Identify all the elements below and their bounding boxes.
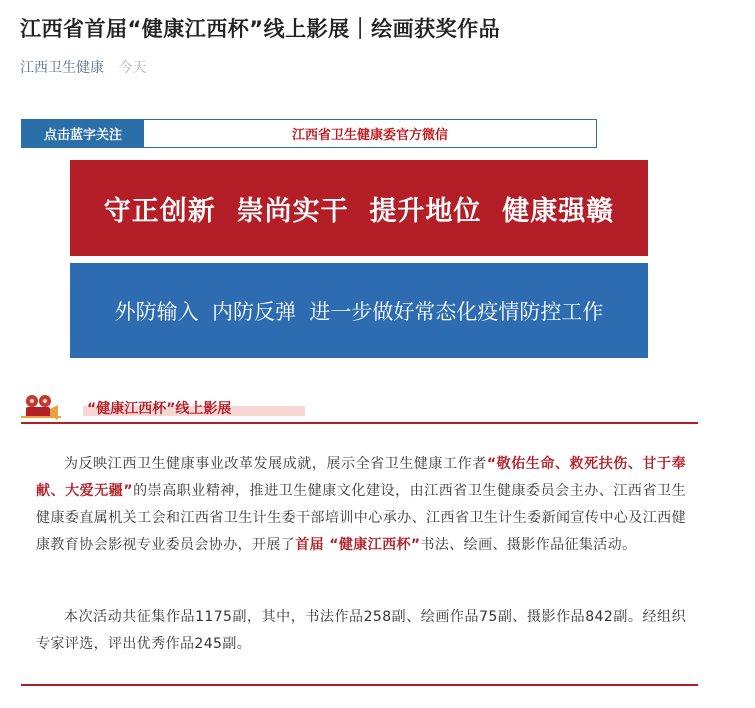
- intro-text-b: 的崇高职业精神，推进卫生健康文化建设，由江西省卫生健康委员会主办、江西省卫生健康委直属机关工会和江西省卫生计生委干部培训中心承办、江西省卫生计生委新闻宣传中心及江西健康教育协会影视专业委员会协办，开展了: [36, 483, 686, 553]
- article-meta: [20, 57, 146, 77]
- follow-bar[interactable]: [21, 119, 597, 148]
- bottom-divider: [21, 684, 698, 686]
- official-account-label: 江西省卫生健康委官方微信: [291, 128, 448, 143]
- slogan-banner-blue: 外防输入 内防反弹 进一步做好常态化疫情防控工作: [70, 263, 648, 358]
- section-title: “健康江西杯”线上影展: [87, 401, 232, 417]
- film-camera-icon: [21, 394, 61, 420]
- intro-highlight-event: 首届 “健康江西杯”: [295, 537, 421, 553]
- account-name-link[interactable]: 江西卫生健康: [20, 60, 104, 76]
- intro-text-c: 书法、绘画、摄影作品征集活动。: [420, 537, 637, 553]
- stats-paragraph: 本次活动共征集作品1175副，其中，书法作品258副、绘画作品75副、摄影作品842副。经组织专家评选，评出优秀作品245副。: [36, 609, 686, 652]
- slogan-banner-red: 守正创新 崇尚实干 提升地位 健康强赣: [70, 160, 648, 256]
- section-header: [21, 394, 698, 424]
- publish-date: 今天: [118, 60, 147, 76]
- intro-text-a: 为反映江西卫生健康事业改革发展成就，展示全省卫生健康工作者: [64, 456, 487, 472]
- intro-paragraph: [36, 451, 686, 559]
- section-divider: [21, 422, 698, 424]
- intro-highlight-motto: “敬佑生命、救死扶伤、甘于奉献、大爱无疆”: [36, 456, 686, 499]
- article-title: 江西省首届“健康江西杯”线上影展｜绘画获奖作品: [20, 17, 501, 41]
- follow-prompt[interactable]: 点击蓝字关注: [22, 120, 144, 147]
